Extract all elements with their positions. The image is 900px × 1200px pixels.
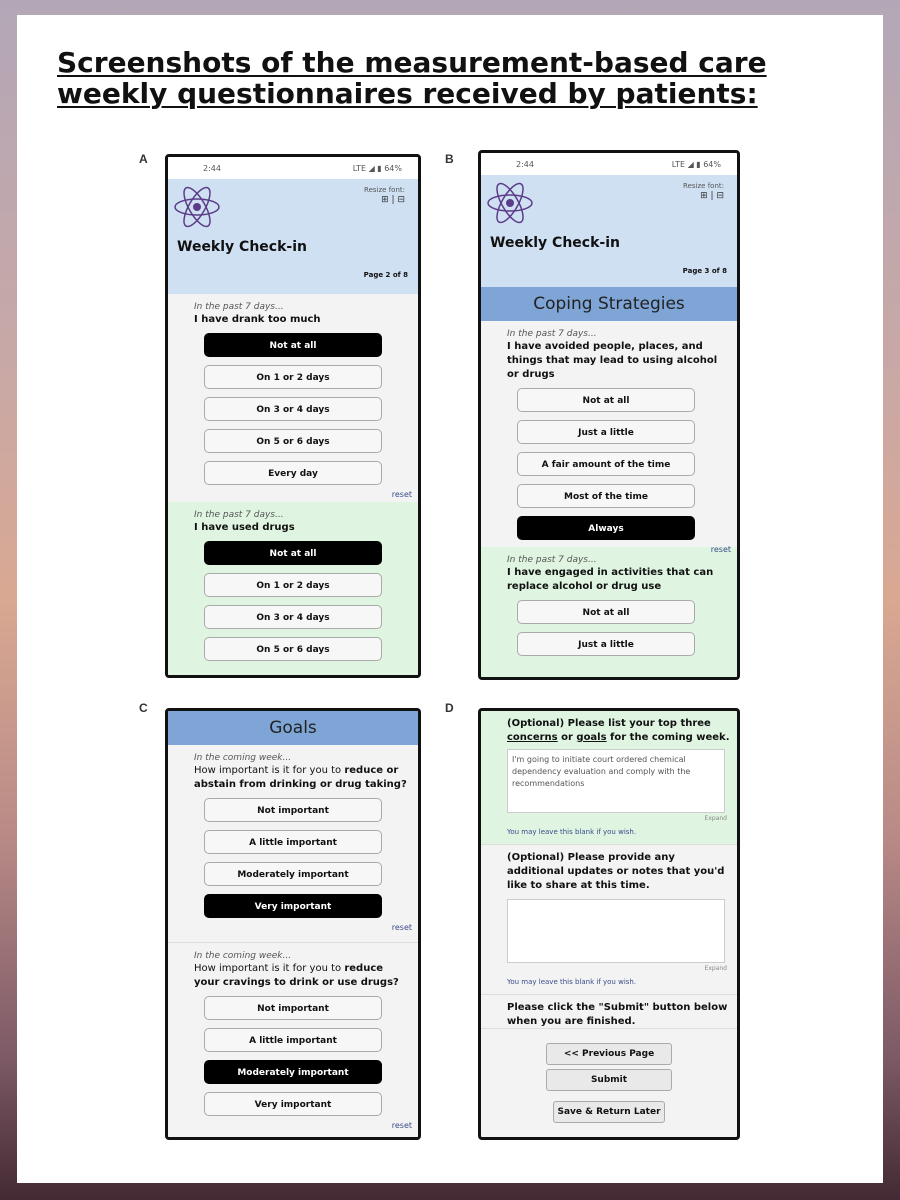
option-button[interactable]: Always — [517, 516, 695, 540]
option-button[interactable]: On 3 or 4 days — [204, 397, 382, 421]
submit-instruction: Please click the "Submit" button below when you are finished. — [507, 1002, 728, 1027]
option-button[interactable]: Not important — [204, 996, 382, 1020]
question-block — [481, 321, 737, 554]
section-title: Coping Strategies — [481, 287, 737, 321]
concerns-emphasis: concerns — [507, 732, 558, 743]
status-icons: LTE ◢ ▮ 64% — [671, 160, 721, 169]
option-button[interactable]: Very important — [204, 894, 382, 918]
option-button[interactable]: A fair amount of the time — [517, 452, 695, 476]
submit-instruction-block — [481, 994, 737, 1028]
font-separator: | — [391, 195, 395, 205]
question-block — [168, 502, 418, 678]
question-text-end: for the coming week. — [606, 732, 730, 743]
question-block — [481, 547, 737, 680]
slide-card — [17, 15, 883, 1183]
option-button[interactable]: On 1 or 2 days — [204, 573, 382, 597]
resize-font-label: Resize font: — [683, 182, 724, 190]
reset-link[interactable]: reset — [391, 490, 412, 499]
question-text: I have engaged in activities that can replace alcohol or drug use — [507, 567, 714, 592]
resize-font-control — [364, 185, 405, 205]
goals-emphasis: goals — [576, 732, 607, 743]
question-text: (Optional) Please list your top three — [507, 718, 711, 729]
slide-heading: Screenshots of the measurement-based care weekly questionnaires received by patients: — [57, 46, 767, 110]
option-button[interactable]: Just a little — [517, 420, 695, 444]
app-title: Weekly Check-in — [177, 239, 307, 255]
font-separator: | — [710, 191, 714, 201]
concerns-block — [481, 711, 737, 844]
question-text: How important is it for you to — [194, 765, 345, 776]
question-intro: In the past 7 days... — [194, 302, 284, 312]
option-button[interactable]: On 5 or 6 days — [204, 429, 382, 453]
option-button[interactable]: Not at all — [204, 541, 382, 565]
question-intro: In the past 7 days... — [507, 329, 597, 339]
option-button[interactable]: Very important — [204, 1092, 382, 1116]
question-text: I have avoided people, places, and things that may lead to using alcohol or drugs — [507, 341, 718, 380]
question-block — [168, 943, 418, 1137]
option-button[interactable]: A little important — [204, 1028, 382, 1052]
question-text: I have used drugs — [194, 522, 295, 533]
expand-link[interactable]: Expand — [704, 965, 727, 972]
concerns-textarea[interactable]: I'm going to initiate court ordered chemical dependency evaluation and comply with the recommendations — [507, 749, 725, 813]
question-intro: In the past 7 days... — [194, 510, 284, 520]
question-intro: In the coming week... — [194, 753, 292, 763]
phone-panel-c — [165, 708, 421, 1140]
optional-hint: You may leave this blank if you wish. — [507, 978, 637, 986]
question-block — [168, 294, 418, 502]
status-icons: LTE ◢ ▮ 64% — [352, 164, 402, 173]
font-minus-icon[interactable]: ⊟ — [397, 195, 405, 205]
option-button[interactable]: Not at all — [204, 333, 382, 357]
reset-link[interactable]: reset — [391, 923, 412, 932]
question-text: I have drank too much — [194, 314, 321, 325]
option-button[interactable]: Not at all — [517, 388, 695, 412]
question-intro: In the past 7 days... — [507, 555, 597, 565]
question-block — [168, 745, 418, 942]
save-return-later-button[interactable]: Save & Return Later — [553, 1101, 665, 1123]
button-block — [481, 1028, 737, 1134]
option-button[interactable]: Most of the time — [517, 484, 695, 508]
status-time: 2:44 — [203, 164, 221, 173]
status-bar — [168, 157, 418, 179]
question-text: (Optional) Please provide any additional updates or notes that you'd like to share at this time. — [507, 852, 725, 891]
option-button[interactable]: On 5 or 6 days — [204, 637, 382, 661]
previous-page-button[interactable]: << Previous Page — [546, 1043, 672, 1065]
status-bar — [481, 153, 737, 175]
font-plus-icon[interactable]: ⊞ — [381, 195, 389, 205]
option-button[interactable]: On 3 or 4 days — [204, 605, 382, 629]
font-plus-icon[interactable]: ⊞ — [700, 191, 708, 201]
resize-font-control — [683, 181, 724, 201]
phone-panel-d — [478, 708, 740, 1140]
panel-letter-b: B — [445, 152, 454, 166]
section-title: Goals — [168, 711, 418, 745]
expand-link[interactable]: Expand — [704, 815, 727, 822]
notes-block — [481, 844, 737, 994]
question-emphasis: reduce your cravings to drink or use drugs? — [194, 963, 399, 988]
atom-logo-icon — [485, 180, 535, 226]
app-header — [168, 179, 418, 291]
option-button[interactable]: Not important — [204, 798, 382, 822]
optional-hint: You may leave this blank if you wish. — [507, 828, 637, 836]
question-text-mid: or — [557, 732, 577, 743]
reset-link[interactable]: reset — [710, 545, 731, 554]
question-text: How important is it for you to — [194, 963, 345, 974]
question-intro: In the coming week... — [194, 951, 292, 961]
phone-panel-a — [165, 154, 421, 678]
option-button[interactable]: Not at all — [517, 600, 695, 624]
option-button[interactable]: On 1 or 2 days — [204, 365, 382, 389]
page-number: Page 2 of 8 — [363, 271, 408, 279]
atom-logo-icon — [172, 184, 222, 230]
option-button[interactable]: Every day — [204, 461, 382, 485]
option-button[interactable]: Moderately important — [204, 1060, 382, 1084]
phone-panel-b — [478, 150, 740, 680]
notes-textarea[interactable] — [507, 899, 725, 963]
option-button[interactable]: Moderately important — [204, 862, 382, 886]
resize-font-label: Resize font: — [364, 186, 405, 194]
panel-letter-a: A — [139, 152, 148, 166]
page-number: Page 3 of 8 — [682, 267, 727, 275]
option-button[interactable]: Just a little — [517, 632, 695, 656]
panel-letter-d: D — [445, 701, 454, 715]
app-header — [481, 175, 737, 287]
reset-link[interactable]: reset — [391, 1121, 412, 1130]
question-emphasis: reduce or abstain from drinking or drug taking? — [194, 765, 407, 790]
panel-letter-c: C — [139, 701, 148, 715]
font-minus-icon[interactable]: ⊟ — [716, 191, 724, 201]
submit-button[interactable]: Submit — [546, 1069, 672, 1091]
app-title: Weekly Check-in — [490, 235, 620, 251]
option-button[interactable]: A little important — [204, 830, 382, 854]
status-time: 2:44 — [516, 160, 534, 169]
